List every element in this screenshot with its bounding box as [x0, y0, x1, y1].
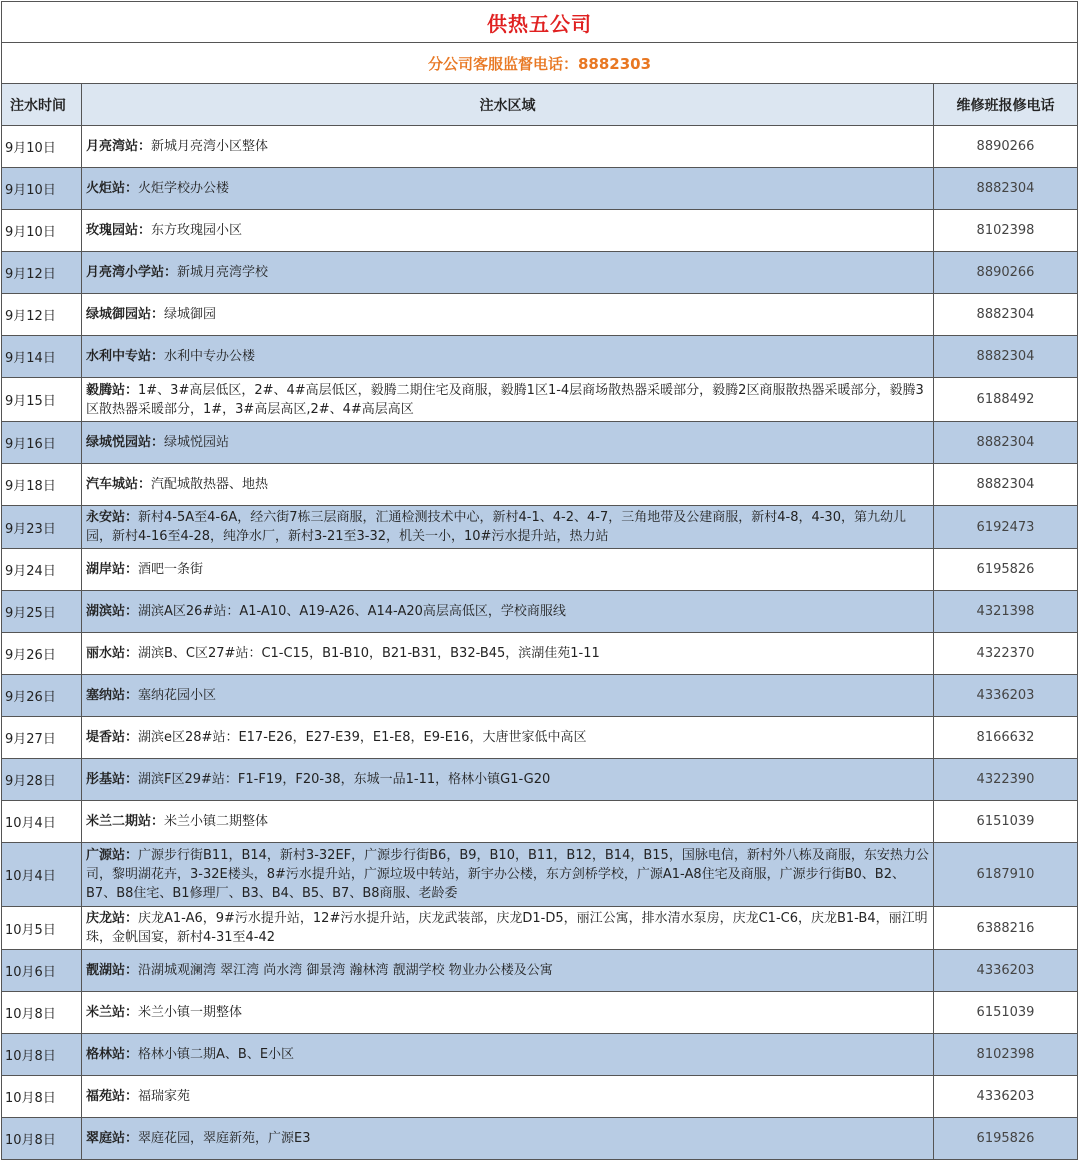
- area-detail: 水利中专办公楼: [164, 349, 256, 364]
- station-name: 月亮湾站：: [86, 139, 152, 154]
- row-area: [82, 717, 934, 759]
- area-detail: 塞纳花园小区: [138, 688, 217, 703]
- repair-phone: 6388216: [934, 907, 1078, 950]
- row-date: 10月4日: [2, 843, 82, 907]
- repair-phone: 4336203: [934, 1076, 1078, 1118]
- area-detail: 汽配城散热器、地热: [151, 477, 269, 492]
- area-detail: 新城月亮湾学校: [177, 265, 269, 280]
- row-area: [82, 1076, 934, 1118]
- row-area: [82, 843, 934, 907]
- repair-phone: 6195826: [934, 549, 1078, 591]
- station-name: 绿城御园站：: [86, 307, 165, 322]
- station-name: 毅腾站：: [86, 382, 139, 398]
- station-name: 广源站：: [86, 848, 139, 863]
- row-area: [82, 801, 934, 843]
- repair-phone: 4336203: [934, 950, 1078, 992]
- area-detail: 酒吧一条街: [138, 562, 204, 577]
- table-row: [2, 1076, 1078, 1118]
- repair-phone: 4336203: [934, 675, 1078, 717]
- station-name: 米兰二期站：: [86, 814, 165, 829]
- repair-phone: 6187910: [934, 843, 1078, 907]
- area-detail: 格林小镇二期A、B、E小区: [138, 1047, 295, 1062]
- station-name: 翠庭站：: [86, 1131, 139, 1146]
- row-date: 9月25日: [2, 591, 82, 633]
- table-row: [2, 801, 1078, 843]
- table-row: [2, 992, 1078, 1034]
- area-detail: 绿城悦园站: [164, 435, 230, 450]
- row-area: [82, 210, 934, 252]
- station-name: 彤基站：: [86, 772, 139, 787]
- row-date: 9月23日: [2, 506, 82, 549]
- row-area: [82, 464, 934, 506]
- area-detail: 广源步行街B11，B14，新村3-32EF，广源步行街B6，B9，B10，B11，B12，B14，B15，国脉电信，新村外八栋及商服，东安热力公司，黎明湖花卉，3-32E楼头，8#污水提升站，广源垃圾中转站，新宇办公楼，东方剑桥学校，广源A1-A8住宅及商服，广源步行街B0、B2、B7、B8住宅、B1修理厂、B3、B4、B5、B7、B8商服、老龄委: [86, 848, 929, 901]
- repair-phone: 6151039: [934, 992, 1078, 1034]
- station-name: 湖岸站：: [86, 562, 139, 577]
- row-date: 10月5日: [2, 907, 82, 950]
- table-row: [2, 591, 1078, 633]
- repair-phone: 4322370: [934, 633, 1078, 675]
- area-detail: 1#、3#高层低区，2#、4#高层低区，毅腾二期住宅及商服，毅腾1区1-4层商场散热器采暖部分，毅腾2区商服散热器采暖部分，毅腾3区散热器采暖部分，1#，3#高层高区,2#、4#高层高区: [86, 382, 924, 417]
- header-time: 注水时间: [2, 84, 82, 126]
- header-phone: 维修班报修电话: [934, 84, 1078, 126]
- repair-phone: 8166632: [934, 717, 1078, 759]
- repair-phone: 8882304: [934, 464, 1078, 506]
- row-area: [82, 168, 934, 210]
- table-row: [2, 294, 1078, 336]
- table-row: [2, 950, 1078, 992]
- row-area: [82, 378, 934, 422]
- station-name: 靓湖站：: [86, 963, 139, 978]
- row-area: [82, 907, 934, 950]
- supervision-hotline: 分公司客服监督电话：8882303: [2, 43, 1078, 84]
- repair-phone: 6195826: [934, 1118, 1078, 1160]
- area-detail: 庆龙A1-A6，9#污水提升站，12#污水提升站，庆龙武装部，庆龙D1-D5，丽江公寓，排水清水泵房，庆龙C1-C6，庆龙B1-B4，丽江明珠，金帆国宴，新村4-31至4-42: [86, 911, 928, 945]
- repair-phone: 6151039: [934, 801, 1078, 843]
- station-name: 水利中专站：: [86, 349, 165, 364]
- water-schedule-table: [1, 1, 1078, 1160]
- row-date: 9月24日: [2, 549, 82, 591]
- area-detail: 湖滨A区26#站：A1-A10、A19-A26、A14-A20高层高低区，学校商服线: [138, 604, 566, 619]
- row-area: [82, 591, 934, 633]
- row-date: 10月6日: [2, 950, 82, 992]
- area-detail: 新村4-5A至4-6A，经六街7栋三层商服，汇通检测技术中心，新村4-1、4-2、4-7，三角地带及公建商服，新村4-8，4-30，第九幼儿园，新村4-16至4-28，纯净水厂，新村3-21至3-32，机关一小，10#污水提升站，热力站: [86, 510, 906, 544]
- row-area: [82, 675, 934, 717]
- row-area: [82, 336, 934, 378]
- row-date: 9月12日: [2, 252, 82, 294]
- table-row: [2, 210, 1078, 252]
- row-area: [82, 992, 934, 1034]
- row-area: [82, 950, 934, 992]
- repair-phone: 8882304: [934, 422, 1078, 464]
- row-date: 9月10日: [2, 168, 82, 210]
- station-name: 玫瑰园站：: [86, 223, 152, 238]
- station-name: 绿城悦园站：: [86, 435, 165, 450]
- row-date: 10月8日: [2, 1076, 82, 1118]
- row-area: [82, 759, 934, 801]
- table-row: [2, 675, 1078, 717]
- row-date: 9月16日: [2, 422, 82, 464]
- repair-phone: 8882304: [934, 294, 1078, 336]
- row-date: 9月27日: [2, 717, 82, 759]
- area-detail: 米兰小镇二期整体: [164, 814, 269, 829]
- repair-phone: 4322390: [934, 759, 1078, 801]
- station-name: 火炬站：: [86, 181, 139, 196]
- company-title: 供热五公司: [2, 2, 1078, 43]
- table-row: [2, 378, 1078, 422]
- row-date: 10月8日: [2, 1034, 82, 1076]
- row-area: [82, 633, 934, 675]
- table-row: [2, 464, 1078, 506]
- row-area: [82, 422, 934, 464]
- row-area: [82, 506, 934, 549]
- station-name: 米兰站：: [86, 1005, 139, 1020]
- station-name: 堤香站：: [86, 730, 139, 745]
- table-row: [2, 633, 1078, 675]
- row-date: 9月14日: [2, 336, 82, 378]
- repair-phone: 8102398: [934, 210, 1078, 252]
- area-detail: 新城月亮湾小区整体: [151, 139, 269, 154]
- header-area: 注水区域: [82, 84, 934, 126]
- row-date: 10月4日: [2, 801, 82, 843]
- row-date: 10月8日: [2, 992, 82, 1034]
- station-name: 福苑站：: [86, 1089, 139, 1104]
- station-name: 丽水站：: [86, 646, 139, 661]
- header-row: [2, 84, 1078, 126]
- repair-phone: 8890266: [934, 252, 1078, 294]
- table-row: [2, 549, 1078, 591]
- row-date: 10月8日: [2, 1118, 82, 1160]
- row-date: 9月26日: [2, 633, 82, 675]
- station-name: 永安站：: [86, 510, 139, 525]
- station-name: 汽车城站：: [86, 477, 152, 492]
- area-detail: 东方玫瑰园小区: [151, 223, 243, 238]
- row-date: 9月18日: [2, 464, 82, 506]
- table-row: [2, 1034, 1078, 1076]
- row-area: [82, 1118, 934, 1160]
- table-row: [2, 1118, 1078, 1160]
- table-row: [2, 759, 1078, 801]
- repair-phone: 6192473: [934, 506, 1078, 549]
- row-area: [82, 294, 934, 336]
- row-area: [82, 549, 934, 591]
- repair-phone: 8882304: [934, 168, 1078, 210]
- area-detail: 湖滨B、C区27#站：C1-C15，B1-B10，B21-B31，B32-B45，滨湖佳苑1-11: [138, 646, 600, 661]
- table-row: [2, 252, 1078, 294]
- area-detail: 湖滨e区28#站：E17-E26，E27-E39，E1-E8，E9-E16，大唐世家低中高区: [138, 730, 587, 745]
- station-name: 月亮湾小学站：: [86, 265, 178, 280]
- table-row: [2, 168, 1078, 210]
- repair-phone: 8102398: [934, 1034, 1078, 1076]
- station-name: 庆龙站：: [86, 911, 139, 926]
- table-row: [2, 126, 1078, 168]
- table-row: [2, 907, 1078, 950]
- repair-phone: 6188492: [934, 378, 1078, 422]
- row-date: 9月26日: [2, 675, 82, 717]
- area-detail: 火炬学校办公楼: [138, 181, 230, 196]
- table-row: [2, 717, 1078, 759]
- area-detail: 绿城御园: [164, 307, 217, 322]
- row-date: 9月15日: [2, 378, 82, 422]
- repair-phone: 8890266: [934, 126, 1078, 168]
- station-name: 格林站：: [86, 1047, 139, 1062]
- area-detail: 福瑞家苑: [138, 1089, 191, 1104]
- row-date: 9月10日: [2, 126, 82, 168]
- repair-phone: 8882304: [934, 336, 1078, 378]
- row-date: 9月10日: [2, 210, 82, 252]
- row-area: [82, 1034, 934, 1076]
- row-area: [82, 252, 934, 294]
- station-name: 湖滨站：: [86, 604, 139, 619]
- area-detail: 湖滨F区29#站：F1-F19，F20-38，东城一品1-11，格林小镇G1-G20: [138, 772, 551, 787]
- table-row: [2, 422, 1078, 464]
- row-date: 9月12日: [2, 294, 82, 336]
- area-detail: 翠庭花园，翠庭新苑，广源E3: [138, 1131, 311, 1146]
- table-row: [2, 336, 1078, 378]
- area-detail: 米兰小镇一期整体: [138, 1005, 243, 1020]
- row-area: [82, 126, 934, 168]
- table-row: [2, 506, 1078, 549]
- table-row: [2, 843, 1078, 907]
- area-detail: 沿湖城观澜湾 翠江湾 尚水湾 御景湾 瀚林湾 靓湖学校 物业办公楼及公寓: [138, 963, 553, 978]
- row-date: 9月28日: [2, 759, 82, 801]
- station-name: 塞纳站：: [86, 688, 139, 703]
- repair-phone: 4321398: [934, 591, 1078, 633]
